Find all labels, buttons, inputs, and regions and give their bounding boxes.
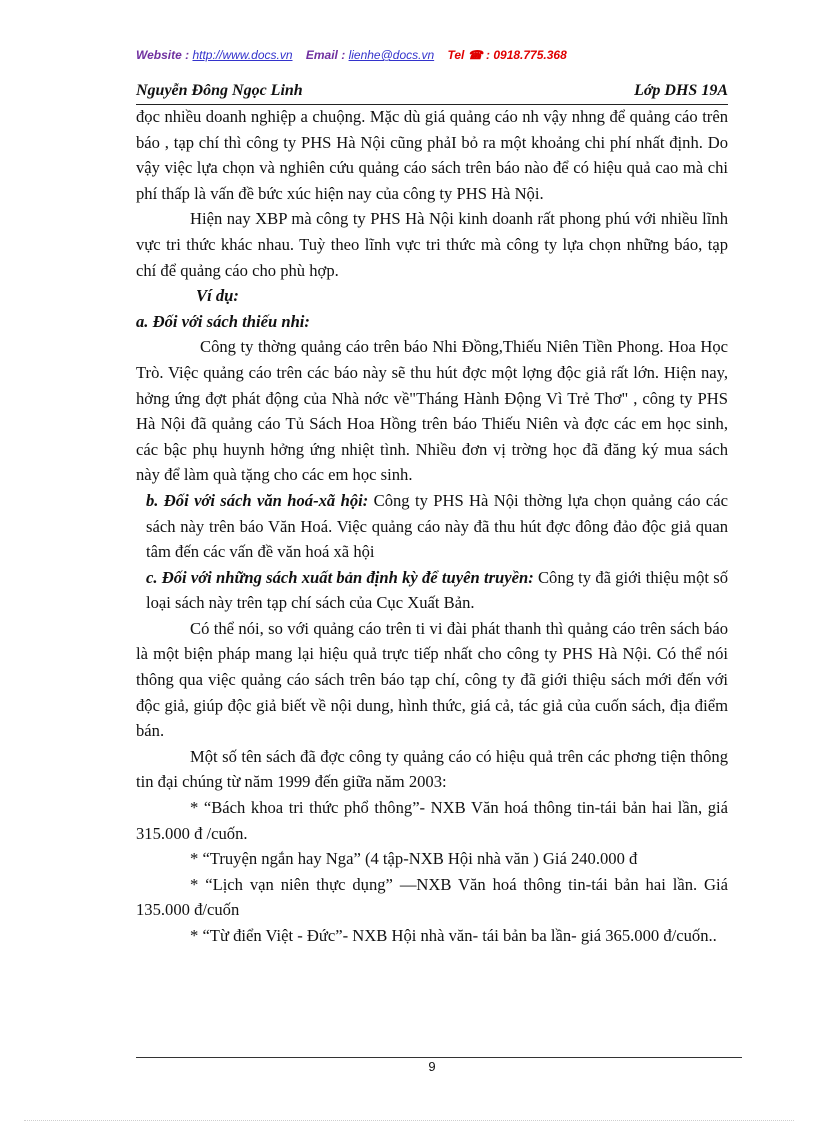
page-number: 9	[428, 1059, 436, 1074]
class-name: Lớp DHS 19A	[634, 82, 728, 99]
heading-children-books: a. Đối với sách thiếu nhi:	[136, 311, 310, 331]
website-link[interactable]: http://www.docs.vn	[192, 48, 293, 62]
email-link[interactable]: lienhe@docs.vn	[348, 48, 435, 62]
paragraph-1: đọc nhiều doanh nghiệp a chuộng. Mặc dù giá quảng cáo nh vậy nhng để quảng cáo trên báo , tạp chí thì công ty PHS Hà Nội cũng phảI bỏ ra một khoảng chi phí nhất định. Do vậy việc lựa chọn và nghiên cứu quảng cáo sách trên báo nào để có hiệu quả cao mà chi phí thấp là vấn đề bức xúc hiện nay của công ty PHS Hà Nội.	[136, 107, 728, 203]
footer-divider	[136, 1057, 742, 1058]
list-item: * “Lịch vạn niên thực dụng” —NXB Văn hoá thông tin-tái bản hai lần. Giá 135.000 đ/cuốn	[136, 874, 728, 920]
paragraph-children-books: Công ty thờng quảng cáo trên báo Nhi Đồng,Thiếu Niên Tiền Phong. Hoa Học Trò. Việc quảng cáo trên các báo này sẽ thu hút đợc một lợng độc giả rất lớn. Hiện nay, hởng ứng đợt phát động của Nhà nớc về"Tháng Hành Động Vì Trẻ Thơ" , công ty PHS Hà Nội đã quảng cáo Tủ Sách Hoa Hồng trên báo Thiếu Niên và đợc các em học sinh, các bậc phụ huynh hởng ứng nhiệt tình. Nhiều đơn vị trờng học đã đăng ký mua sách này để làm quà tặng cho các em học sinh.	[136, 337, 728, 485]
email-label: Email :	[305, 48, 346, 62]
page-body	[136, 104, 728, 949]
list-item: * “Từ điển Việt - Đức”- NXB Hội nhà văn- tái bản ba lần- giá 365.000 đ/cuốn..	[190, 926, 717, 945]
heading-periodical-books: c. Đối với những sách xuất bản định kỳ để tuyên truyền:	[146, 567, 534, 587]
author-name: Nguyễn Đông Ngọc Linh	[136, 82, 303, 99]
paragraph-conclusion: Có thể nói, so với quảng cáo trên ti vi đài phát thanh thì quảng cáo trên sách báo là một biện pháp mang lại hiệu quả trực tiếp nhất cho công ty PHS Hà Nội. Có thể nói thông qua việc quảng cáo sách trên báo tạp chí, công ty đã giới thiệu sách mới đến với độc giả, giúp độc giả biết về nội dung, hình thức, giá cả, tác giả của cuốn sách, địa điểm bán.	[136, 618, 728, 741]
paragraph-culture-books: Công ty PHS Hà Nội thờng lựa chọn quảng cáo các sách này trên báo Văn Hoá. Việc quảng cáo này đã thu hút đợc đông đảo độc giả quan tâm đến các vấn đề văn hoá xã hội	[146, 490, 729, 562]
list-item: * “Truyện ngắn hay Nga” (4 tập-NXB Hội nhà văn ) Giá 240.000 đ	[190, 849, 638, 869]
tel-value: 0918.775.368	[493, 48, 567, 62]
paragraph-periodical-books: Công ty đã giới thiệu một số loại sách này trên tạp chí sách của Cục Xuất Bản.	[146, 567, 728, 613]
running-head	[136, 82, 728, 105]
paragraph-2: Hiện nay XBP mà công ty PHS Hà Nội kinh doanh rất phong phú với nhiều lĩnh vực tri thức khác nhau. Tuỳ theo lĩnh vực tri thức mà công ty lựa chọn những báo, tạp chí để quảng cáo cho phù hợp.	[136, 209, 728, 280]
example-label: Ví dụ:	[196, 286, 239, 306]
section-periodical-books	[136, 565, 728, 616]
section-culture-books	[136, 488, 728, 565]
site-header-bar	[136, 48, 726, 62]
heading-culture-books: b. Đối với sách văn hoá-xã hội:	[146, 490, 369, 510]
page-bottom-border	[24, 1120, 794, 1121]
paragraph-book-list-intro: Một số tên sách đã đợc công ty quảng cáo có hiệu quả trên các phơng tiện thông tin đại chúng từ năm 1999 đến giữa năm 2003:	[136, 746, 728, 792]
tel-label: Tel ☎ :	[447, 48, 490, 62]
website-label: Website :	[136, 48, 190, 62]
list-item: * “Bách khoa tri thức phổ thông”- NXB Văn hoá thông tin-tái bản hai lần, giá 315.000 đ /cuốn.	[136, 798, 728, 843]
